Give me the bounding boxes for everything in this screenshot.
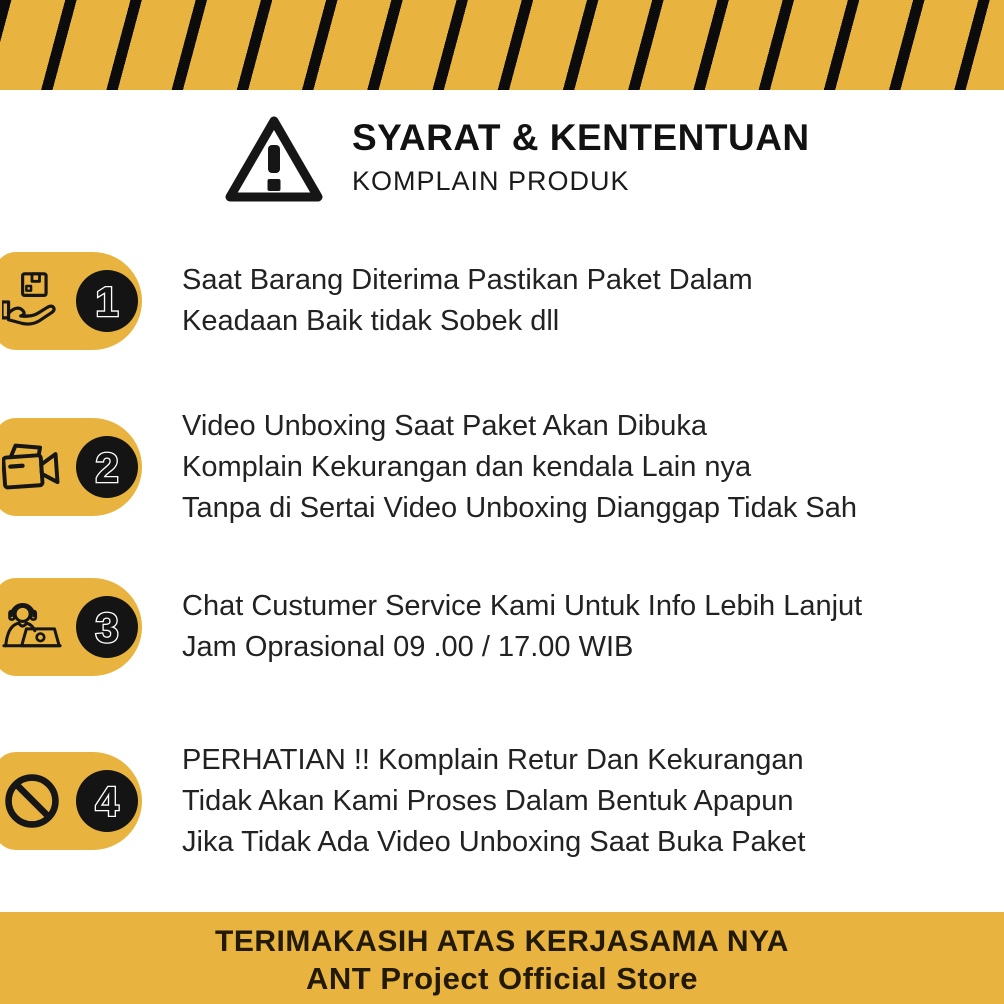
item-pill [0, 752, 142, 850]
item-number-badge [76, 596, 138, 658]
item-number: 2 [95, 444, 119, 491]
customer-service-icon [2, 597, 62, 657]
item-text [182, 260, 753, 342]
item-number-badge [76, 436, 138, 498]
item-text-line: Chat Custumer Service Kami Untuk Info Lebih Lanjut [182, 590, 863, 622]
item-text-line: Saat Barang Diterima Pastikan Paket Dalam [182, 264, 753, 296]
item-text-line: PERHATIAN !! Komplain Retur Dan Kekurangan [182, 743, 804, 776]
page-subtitle: KOMPLAIN PRODUK [352, 166, 630, 196]
item-number-badge [76, 770, 138, 832]
hazard-stripes-band [0, 0, 1004, 90]
item-number: 4 [95, 778, 119, 825]
item-text-line: Tidak Akan Kami Proses Dalam Bentuk Apapun [182, 784, 794, 817]
footer-store-name: ANT Project Official Store [306, 961, 698, 996]
item-text-line: Keadaan Baik tidak Sobek dll [182, 305, 560, 337]
footer-band [0, 912, 1004, 1004]
video-camera-icon [2, 437, 62, 497]
item-pill [0, 252, 142, 350]
hand-delivery-box-icon [2, 271, 62, 331]
footer-thanks-text: TERIMAKASIH ATAS KERJASAMA NYA [215, 925, 789, 958]
item-text-line: Video Unboxing Saat Paket Akan Dibuka [182, 409, 708, 442]
item-pill [0, 578, 142, 676]
page-title: SYARAT & KENTENTUAN [352, 117, 810, 158]
item-text-line: Jika Tidak Ada Video Unboxing Saat Buka Paket [182, 825, 806, 858]
terms-item-2 [0, 409, 857, 524]
item-text [182, 406, 857, 529]
item-number: 1 [95, 278, 119, 325]
item-number-badge [76, 270, 138, 332]
item-text-line: Komplain Kekurangan dan kendala Lain nya [182, 450, 752, 483]
header-titles [352, 118, 810, 196]
terms-item-4 [0, 743, 806, 858]
item-pill [0, 418, 142, 516]
item-number: 3 [95, 604, 119, 651]
terms-item-3 [0, 578, 862, 676]
item-text [182, 740, 805, 863]
warning-triangle-icon [222, 112, 326, 206]
item-text [182, 586, 862, 668]
item-text-line: Jam Oprasional 09 .00 / 17.00 WIB [182, 631, 634, 663]
item-text-line: Tanpa di Sertai Video Unboxing Dianggap Tidak Sah [182, 491, 857, 524]
terms-item-1 [0, 252, 753, 350]
prohibited-icon [2, 771, 62, 831]
